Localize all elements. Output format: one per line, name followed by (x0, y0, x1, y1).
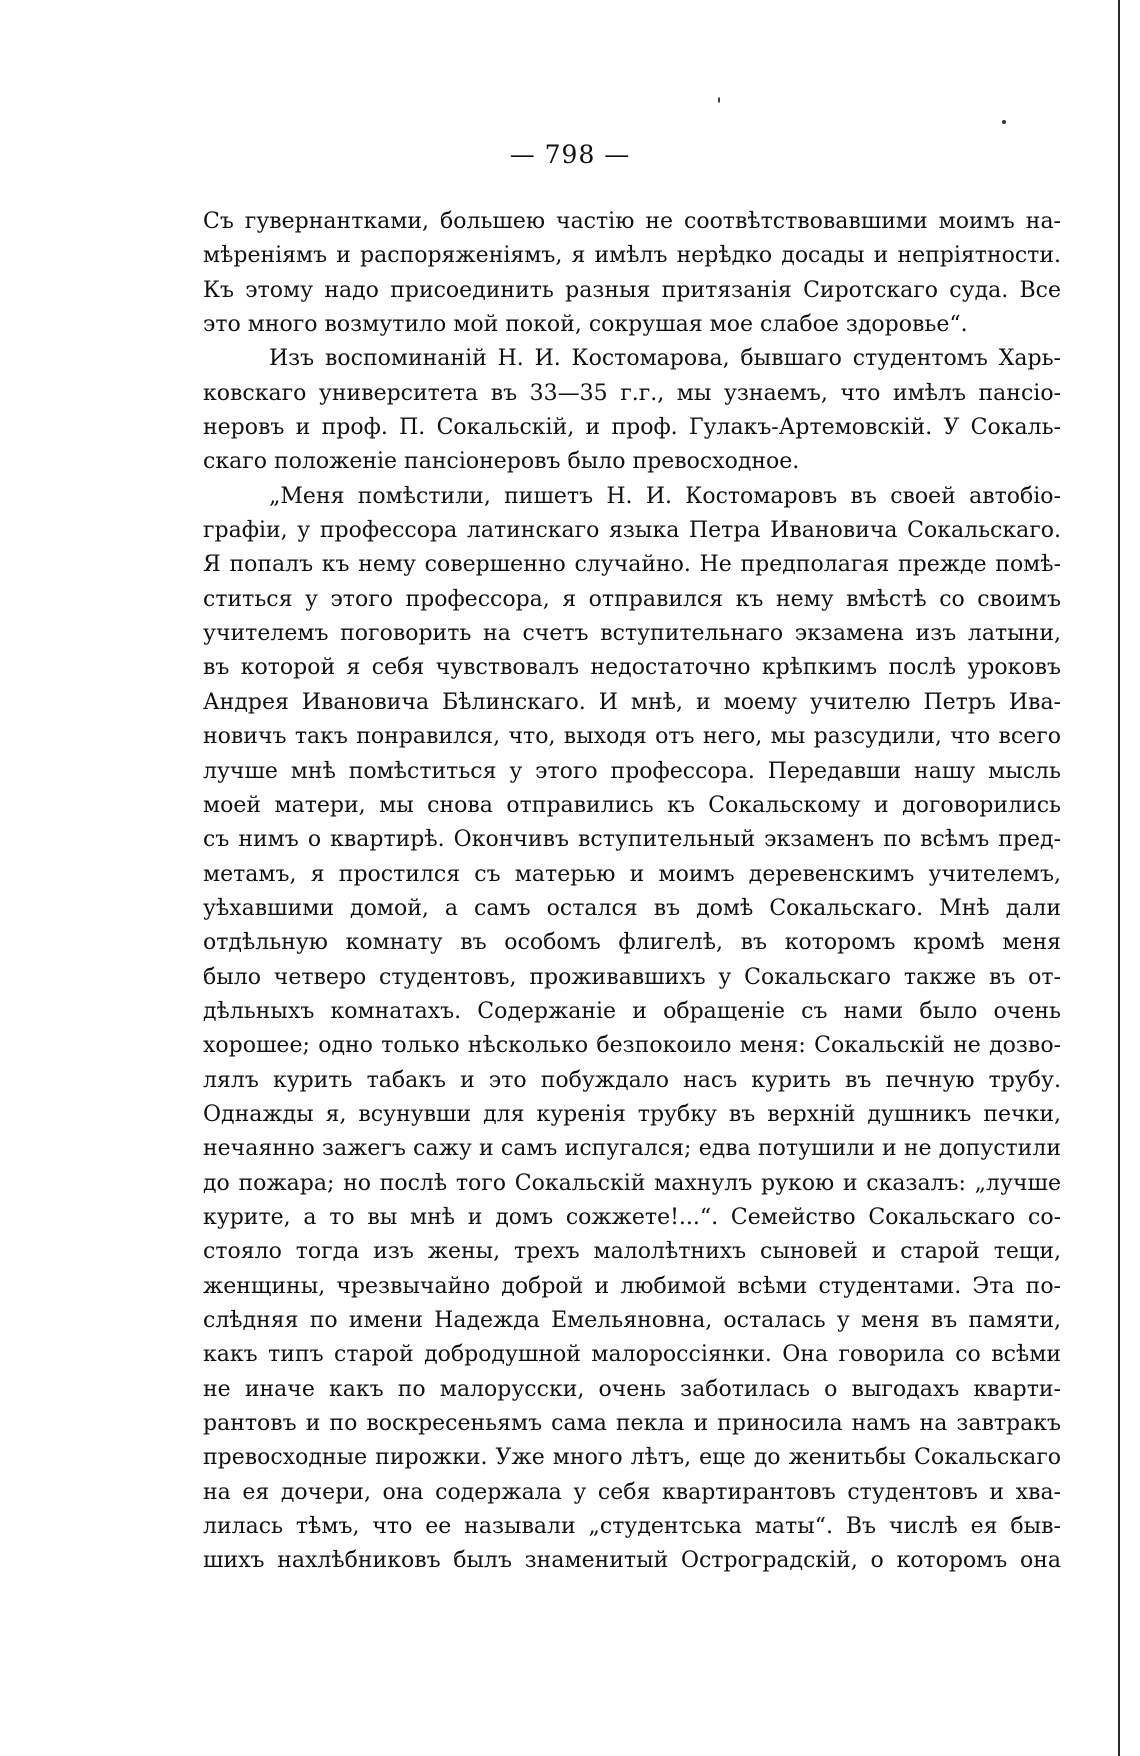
text-line: лялъ курить табакъ и это побуждало насъ курить въ печную трубу. (203, 1067, 1061, 1093)
text-line: не иначе какъ по малорусски, очень заботилась о выгодахъ кварти- (203, 1376, 1061, 1402)
text-line: дѣльныхъ комнатахъ. Содержаніе и обращеніе съ нами было очень (203, 998, 1061, 1024)
text-line: слѣдняя по имени Надежда Емельяновна, осталась у меня въ памяти, (203, 1308, 1061, 1333)
text-line: метамъ, я простился съ матерью и моимъ деревенскимъ учителемъ, (203, 861, 1061, 887)
scan-edge-line (1118, 0, 1120, 1756)
text-block (203, 205, 1061, 1579)
text-line: въ которой я себя чувствовалъ недостаточно крѣпкимъ послѣ уроковъ (203, 655, 1061, 681)
text-line: мѣреніямъ и распоряженіямъ, я имѣлъ нерѣдко досады и непріятности. (203, 243, 1061, 269)
text-line: графіи, у профессора латинскаго языка Петра Ивановича Сокальскаго. (203, 518, 1061, 544)
text-line: на ея дочери, она содержала у себя квартирантовъ студентовъ и хва- (203, 1479, 1061, 1505)
text-line: нечаянно зажегъ сажу и самъ испугался; едва потушили и не допустили (203, 1136, 1061, 1162)
text-line: лучше мнѣ помѣститься у этого профессора. Передавши нашу мысль (203, 758, 1061, 784)
text-line: курите, а то вы мнѣ и домъ сожжете!...“. Семейство Сокальскаго со- (203, 1204, 1061, 1230)
text-line: „Меня помѣстили, пишетъ Н. И. Костомаровъ въ своей автобіо- (269, 483, 1061, 509)
text-line: Къ этому надо присоединить разныя притязанія Сиротскаго суда. Все (203, 277, 1061, 303)
text-line: лилась тѣмъ, что ее называли „студентська маты“. Въ числѣ ея быв- (203, 1514, 1061, 1540)
text-line: неровъ и проф. П. Сокальскій, и проф. Гулакъ-Артемовскій. У Сокаль- (203, 415, 1061, 441)
text-line: это много возмутило мой покой, сокрушая мое слабое здоровье“. (203, 312, 968, 338)
text-line: Однажды я, всунувши для куренія трубку въ верхній душникъ печки, (203, 1101, 1061, 1127)
scan-speck (718, 97, 720, 103)
text-line: шихъ нахлѣбниковъ былъ знаменитый Остроградскій, о которомъ она (203, 1548, 1061, 1574)
text-line: Андрея Ивановича Бѣлинскаго. И мнѣ, и моему учителю Петръ Ива- (203, 689, 1061, 715)
text-line: Я попалъ къ нему совершенно случайно. Не предполагая прежде помѣ- (203, 552, 1061, 578)
text-line: новичъ такъ понравился, что, выходя отъ него, мы разсудили, что всего (203, 724, 1061, 750)
text-line: ковскаго университета въ 33—35 г.г., мы узнаемъ, что имѣлъ пансіо- (203, 380, 1061, 406)
page-number: — 798 — (509, 140, 631, 169)
text-line: скаго положеніе пансіонеровъ было превосходное. (203, 449, 800, 475)
text-line: было четверо студентовъ, проживавшихъ у Сокальскаго также въ от- (203, 964, 1061, 990)
text-line: женщины, чрезвычайно доброй и любимой всѣми студентами. Эта по- (203, 1273, 1061, 1299)
text-line: учителемъ поговорить на счетъ вступительнаго экзамена изъ латыни, (203, 621, 1061, 647)
text-line: какъ типъ старой добродушной малороссіянки. Она говорила со всѣми (203, 1342, 1061, 1368)
text-line: до пожара; но послѣ того Сокальскій махнулъ рукою и сказалъ: „лучше (203, 1170, 1061, 1196)
text-line: моей матери, мы снова отправились къ Сокальскому и договорились (203, 792, 1061, 818)
text-line: съ нимъ о квартирѣ. Окончивъ вступительный экзаменъ по всѣмъ пред- (203, 827, 1061, 853)
text-line: Изъ воспоминаній Н. И. Костомарова, бывшаго студентомъ Харь- (269, 346, 1061, 372)
text-line: отдѣльную комнату въ особомъ флигелѣ, въ которомъ кромѣ меня (203, 930, 1061, 956)
text-line: стояло тогда изъ жены, трехъ малолѣтнихъ сыновей и старой тещи, (203, 1239, 1061, 1265)
scan-speck (1002, 120, 1006, 124)
text-line: уѣхавшими домой, а самъ остался въ домѣ Сокальскаго. Мнѣ дали (203, 895, 1061, 921)
text-line: превосходные пирожки. Уже много лѣтъ, еще до женитьбы Сокальскаго (203, 1445, 1061, 1471)
text-line: рантовъ и по воскресеньямъ сама пекла и приносила намъ на завтракъ (203, 1411, 1061, 1437)
text-line: Съ гувернантками, большею частію не соотвѣтствовавшими моимъ на- (203, 209, 1061, 234)
text-line: хорошее; одно только нѣсколько безпокоило меня: Сокальскій не дозво- (203, 1033, 1061, 1059)
text-line: ститься у этого профессора, я отправился къ нему вмѣстѣ со своимъ (203, 586, 1061, 612)
